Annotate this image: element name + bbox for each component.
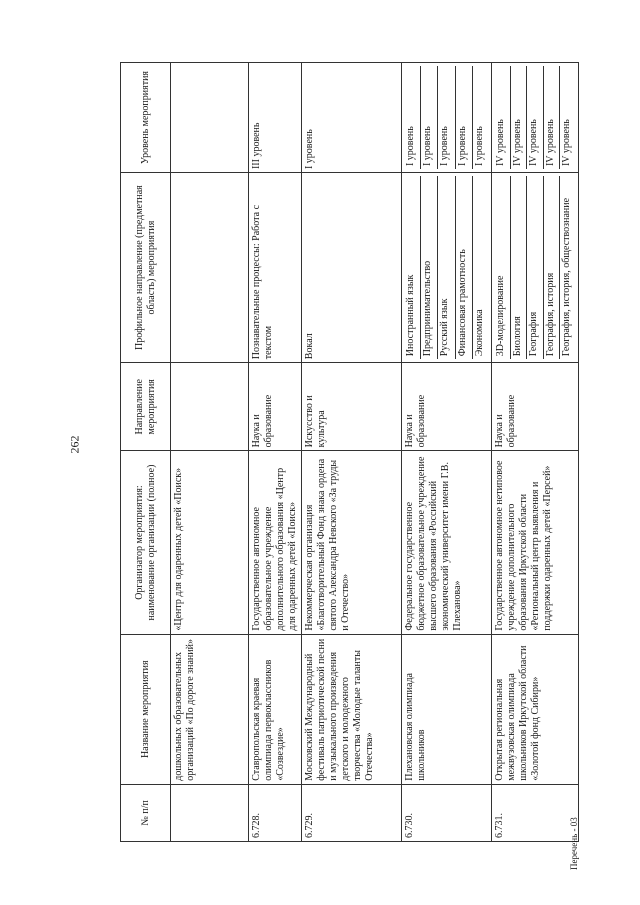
level-item: I уровень (421, 66, 438, 169)
table-header-row (121, 63, 171, 842)
event-name: дошкольных образовательных организаций «По дороге знаний» (171, 634, 249, 784)
event-profile-list (492, 173, 579, 363)
event-name: Плехановская олимпиада школьников (402, 634, 492, 784)
table-row (171, 63, 249, 842)
profile-item: Экономика (473, 309, 485, 357)
footer-text: Перечень - 03 (569, 817, 579, 870)
level-item: IV уровень (494, 66, 511, 169)
row-number: 6.731. (492, 784, 579, 841)
profile-item: География, история (544, 176, 561, 359)
header-profile: Профильное направление (предметная область) мероприятия (121, 173, 171, 363)
table-row (492, 63, 579, 842)
event-organizer: Государственное автономное образовательное учреждение дополнительного образования «Центр для одаренных детей «Поиск» (249, 451, 302, 634)
level-item: I уровень (404, 66, 421, 169)
event-organizer: Федеральное государственное бюджетное образовательное учреждение высшего образования «Российский экономический университет имени Г.В. Плеханова» (402, 451, 492, 634)
event-level: I уровень (302, 63, 402, 173)
event-organizer: Государственное автономное нетиповое учреждение дополнительного образования Иркутской области «Региональный центр выявления и поддержки одаренных детей «Персей» (492, 451, 579, 634)
page-number: 262 (67, 435, 82, 454)
event-level (171, 63, 249, 173)
level-item: IV уровень (544, 66, 561, 169)
event-direction: Наука и образование (402, 363, 492, 451)
table-row (302, 63, 402, 842)
row-number: 6.728. (249, 784, 302, 841)
profile-item: Предпринимательство (421, 176, 438, 359)
row-number (171, 784, 249, 841)
level-item: I уровень (438, 66, 455, 169)
profile-item: Биология (511, 176, 528, 359)
header-organizer: Организатор мероприятия: наименование организации (полное) (121, 451, 171, 634)
event-organizer: «Центр для одаренных детей «Поиск» (171, 451, 249, 634)
event-direction: Наука и образование (492, 363, 579, 451)
profile-item: 3D-моделирование (494, 176, 511, 359)
event-direction: Искусство и культура (302, 363, 402, 451)
event-level: III уровень (249, 63, 302, 173)
profile-item: Русский язык (438, 176, 455, 359)
profile-item: География (527, 176, 544, 359)
header-name: Название мероприятия (121, 634, 171, 784)
level-item: I уровень (473, 126, 485, 167)
level-item: IV уровень (527, 66, 544, 169)
event-profile (171, 173, 249, 363)
events-table (120, 62, 579, 842)
profile-item: Финансовая грамотность (456, 176, 473, 359)
level-item: I уровень (456, 66, 473, 169)
row-number: 6.730. (402, 784, 492, 841)
profile-item: Иностранный язык (404, 176, 421, 359)
level-item: IV уровень (511, 66, 528, 169)
row-number: 6.729. (302, 784, 402, 841)
profile-item: География, история, обществознание (561, 197, 573, 357)
event-level-list (492, 63, 579, 173)
event-name: Ставропольская краевая олимпиада первоклассников «Созвездие» (249, 634, 302, 784)
level-item: IV уровень (561, 119, 573, 167)
header-level: Уровень мероприятия (121, 63, 171, 173)
event-profile: Вокал (302, 173, 402, 363)
header-direction: Направление мероприятия (121, 363, 171, 451)
header-number: № п/п (121, 784, 171, 841)
event-direction (171, 363, 249, 451)
rotated-table-container (120, 62, 575, 842)
table-row (402, 63, 492, 842)
event-level-list (402, 63, 492, 173)
event-name: Открытая региональная межвузовская олимпиада школьников Иркутской области «Золотой фонд Сибири» (492, 634, 579, 784)
event-profile: Познавательные процессы: Работа с текстом (249, 173, 302, 363)
event-direction: Наука и образование (249, 363, 302, 451)
event-profile-list (402, 173, 492, 363)
event-organizer: Некоммерческая организация «Благотворительный Фонд знака ордена святого Александра Невского «За труды и Отечество» (302, 451, 402, 634)
table-row (249, 63, 302, 842)
event-name: Московский Международный фестиваль патриотической песни и музыкального произведения детского и молодежного творчества «Молодые таланты Отечества» (302, 634, 402, 784)
